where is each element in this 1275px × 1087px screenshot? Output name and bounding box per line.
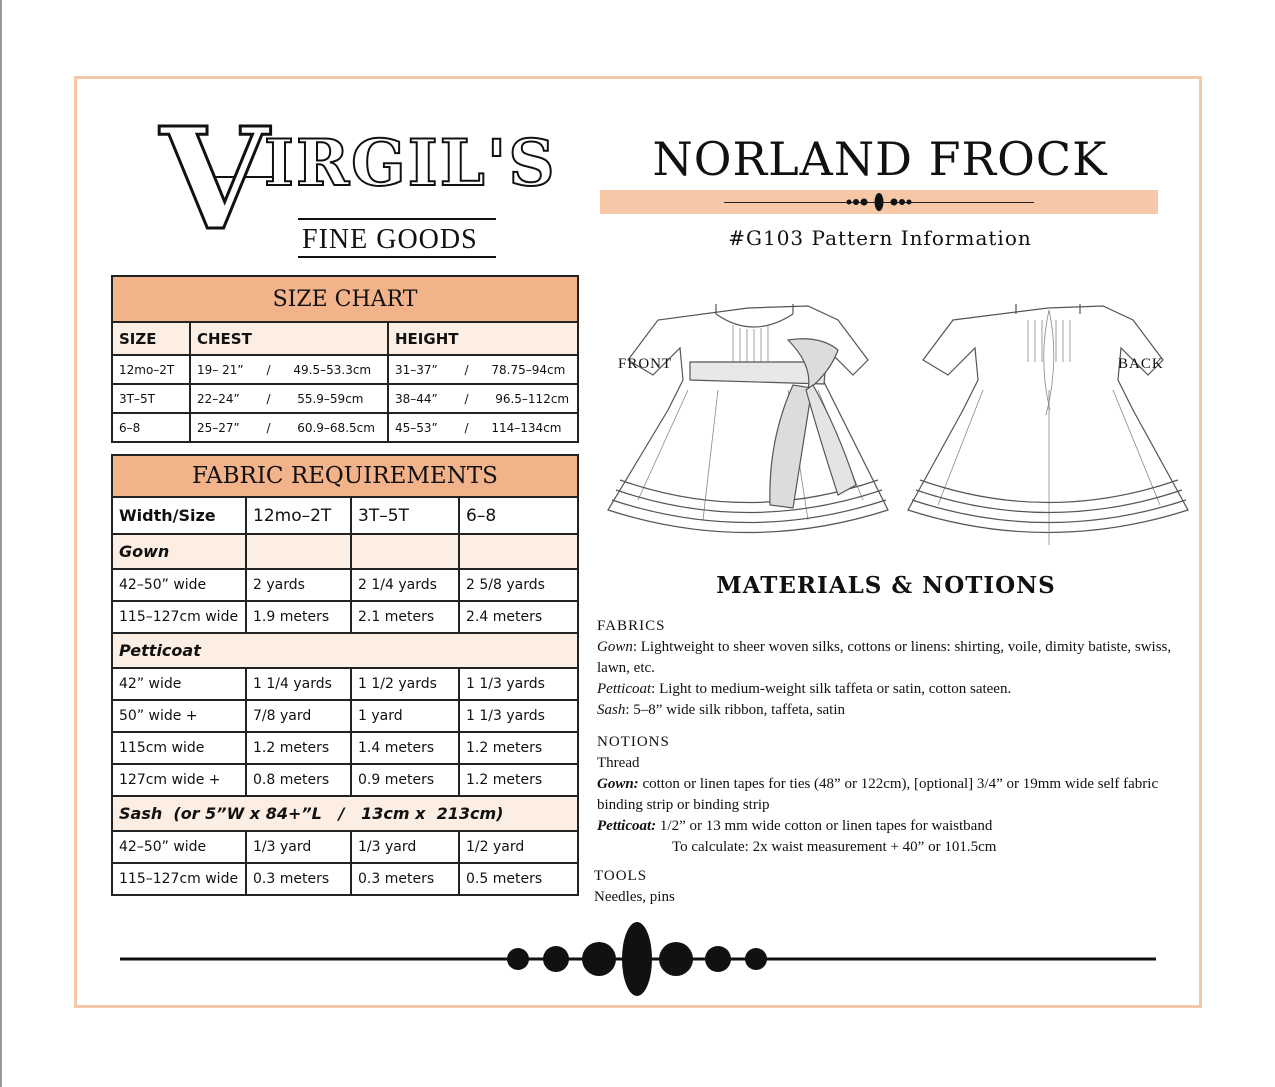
table-row bbox=[112, 700, 578, 732]
amount-cell: 1.2 meters bbox=[459, 764, 578, 796]
logo-letter: V bbox=[160, 98, 263, 262]
table-row bbox=[112, 831, 578, 863]
petticoat-text: : Light to medium-weight silk taffeta or satin, cotton sateen. bbox=[651, 681, 1012, 697]
amount-cell: 2.1 meters bbox=[351, 601, 459, 633]
table-row bbox=[112, 413, 578, 442]
notions-heading: NOTIONS bbox=[597, 734, 670, 750]
section-gown: Gown bbox=[112, 534, 246, 569]
table-row bbox=[112, 569, 578, 601]
amount-cell: 1 yard bbox=[351, 700, 459, 732]
materials-text bbox=[597, 616, 1197, 858]
petticoat-label: Petticoat bbox=[597, 681, 652, 697]
petticoat-fabric-line bbox=[597, 679, 1197, 700]
fabric-title: FABRIC REQUIREMENTS bbox=[112, 455, 578, 497]
table-row bbox=[112, 668, 578, 700]
width-cell: 42” wide bbox=[112, 668, 246, 700]
size-cell: 6–8 bbox=[112, 413, 190, 442]
table-row bbox=[112, 863, 578, 895]
size-cell: 12mo–2T bbox=[112, 355, 190, 384]
amount-cell: 2.4 meters bbox=[459, 601, 578, 633]
logo-rule-top bbox=[298, 218, 496, 220]
amount-cell: 0.3 meters bbox=[351, 863, 459, 895]
amount-cell: 1/3 yard bbox=[351, 831, 459, 863]
tools-text: Needles, pins bbox=[594, 889, 675, 905]
amount-cell: 7/8 yard bbox=[246, 700, 351, 732]
amount-cell: 0.8 meters bbox=[246, 764, 351, 796]
dress-illustration bbox=[598, 280, 1198, 550]
col-height: HEIGHT bbox=[388, 322, 578, 355]
size-chart-table bbox=[111, 275, 579, 443]
col-6-8: 6–8 bbox=[459, 497, 578, 534]
amount-cell: 1 1/2 yards bbox=[351, 668, 459, 700]
height-cell: 38–44” / 96.5–112cm bbox=[388, 384, 578, 413]
width-cell: 42–50” wide bbox=[112, 831, 246, 863]
sash-text: : 5–8” wide silk ribbon, taffeta, satin bbox=[625, 702, 846, 718]
amount-cell: 0.5 meters bbox=[459, 863, 578, 895]
col-size: SIZE bbox=[112, 322, 190, 355]
logo-subtitle: FINE GOODS bbox=[302, 224, 478, 255]
width-cell: 42–50” wide bbox=[112, 569, 246, 601]
page-edge bbox=[0, 0, 2, 1087]
table-row bbox=[112, 601, 578, 633]
calculate-line: To calculate: 2x waist measurement + 40” or 101.5cm bbox=[672, 839, 997, 855]
table-row bbox=[112, 355, 578, 384]
width-cell: 115–127cm wide bbox=[112, 601, 246, 633]
thread-line: Thread bbox=[597, 755, 640, 771]
table-row bbox=[112, 384, 578, 413]
logo-rule-bottom bbox=[298, 256, 496, 258]
size-cell: 3T–5T bbox=[112, 384, 190, 413]
width-cell: 115–127cm wide bbox=[112, 863, 246, 895]
chest-cell: 19– 21” / 49.5–53.3cm bbox=[190, 355, 388, 384]
notion-gown-text: cotton or linen tapes for ties (48” or 122cm), [optional] 3/4” or 19mm wide self fabric binding strip or binding strip bbox=[597, 776, 1159, 813]
title-ornament bbox=[600, 190, 1158, 214]
table-row bbox=[112, 764, 578, 796]
col-width-size: Width/Size bbox=[112, 497, 246, 534]
sash-label: Sash bbox=[597, 702, 626, 718]
amount-cell: 1/3 yard bbox=[246, 831, 351, 863]
front-label: FRONT bbox=[618, 356, 673, 372]
gown-text: : Lightweight to sheer woven silks, cottons or linens: shirting, voile, dimity batiste, swiss, lawn, etc. bbox=[597, 639, 1172, 676]
notion-petticoat-label: Petticoat: bbox=[597, 818, 657, 834]
size-chart-title: SIZE CHART bbox=[112, 276, 578, 322]
amount-cell: 1 1/3 yards bbox=[459, 700, 578, 732]
amount-cell: 0.3 meters bbox=[246, 863, 351, 895]
amount-cell: 2 1/4 yards bbox=[351, 569, 459, 601]
petticoat-notion-line bbox=[597, 816, 1197, 837]
col-3t-5t: 3T–5T bbox=[351, 497, 459, 534]
pattern-title: NORLAND FROCK bbox=[652, 132, 1108, 186]
bottom-ornament bbox=[120, 920, 1160, 1000]
amount-cell: 1.4 meters bbox=[351, 732, 459, 764]
pattern-subtitle: #G103 Pattern Information bbox=[728, 226, 1032, 250]
width-cell: 50” wide + bbox=[112, 700, 246, 732]
tools-section bbox=[594, 866, 675, 908]
notion-petticoat-text: 1/2” or 13 mm wide cotton or linen tapes for waistband bbox=[656, 818, 993, 834]
amount-cell: 1/2 yard bbox=[459, 831, 578, 863]
width-cell: 115cm wide bbox=[112, 732, 246, 764]
chest-cell: 25–27” / 60.9–68.5cm bbox=[190, 413, 388, 442]
back-label: BACK bbox=[1118, 356, 1164, 372]
tools-heading: TOOLS bbox=[594, 868, 648, 884]
fabrics-heading: FABRICS bbox=[597, 618, 666, 634]
amount-cell: 1.2 meters bbox=[459, 732, 578, 764]
brand-logo bbox=[160, 98, 557, 270]
section-sash: Sash (or 5”W x 84+”L / 13cm x 213cm) bbox=[112, 796, 578, 831]
amount-cell: 2 5/8 yards bbox=[459, 569, 578, 601]
width-cell: 127cm wide + bbox=[112, 764, 246, 796]
section-petticoat: Petticoat bbox=[112, 633, 578, 668]
amount-cell: 1 1/3 yards bbox=[459, 668, 578, 700]
amount-cell: 1.2 meters bbox=[246, 732, 351, 764]
gown-label: Gown bbox=[597, 639, 633, 655]
amount-cell: 1 1/4 yards bbox=[246, 668, 351, 700]
gown-fabric-line bbox=[597, 637, 1197, 679]
title-band bbox=[600, 190, 1158, 214]
logo-word: IRGIL'S bbox=[264, 126, 557, 201]
notion-gown-label: Gown: bbox=[597, 776, 639, 792]
sash-fabric-line bbox=[597, 700, 1197, 721]
height-cell: 45–53” / 114–134cm bbox=[388, 413, 578, 442]
col-12mo-2t: 12mo–2T bbox=[246, 497, 351, 534]
gown-notion-line bbox=[597, 774, 1197, 816]
amount-cell: 1.9 meters bbox=[246, 601, 351, 633]
fabric-requirements-table bbox=[111, 454, 579, 896]
materials-title: MATERIALS & NOTIONS bbox=[716, 572, 1056, 599]
col-chest: CHEST bbox=[190, 322, 388, 355]
amount-cell: 0.9 meters bbox=[351, 764, 459, 796]
height-cell: 31–37” / 78.75–94cm bbox=[388, 355, 578, 384]
amount-cell: 2 yards bbox=[246, 569, 351, 601]
chest-cell: 22–24” / 55.9–59cm bbox=[190, 384, 388, 413]
table-row bbox=[112, 732, 578, 764]
